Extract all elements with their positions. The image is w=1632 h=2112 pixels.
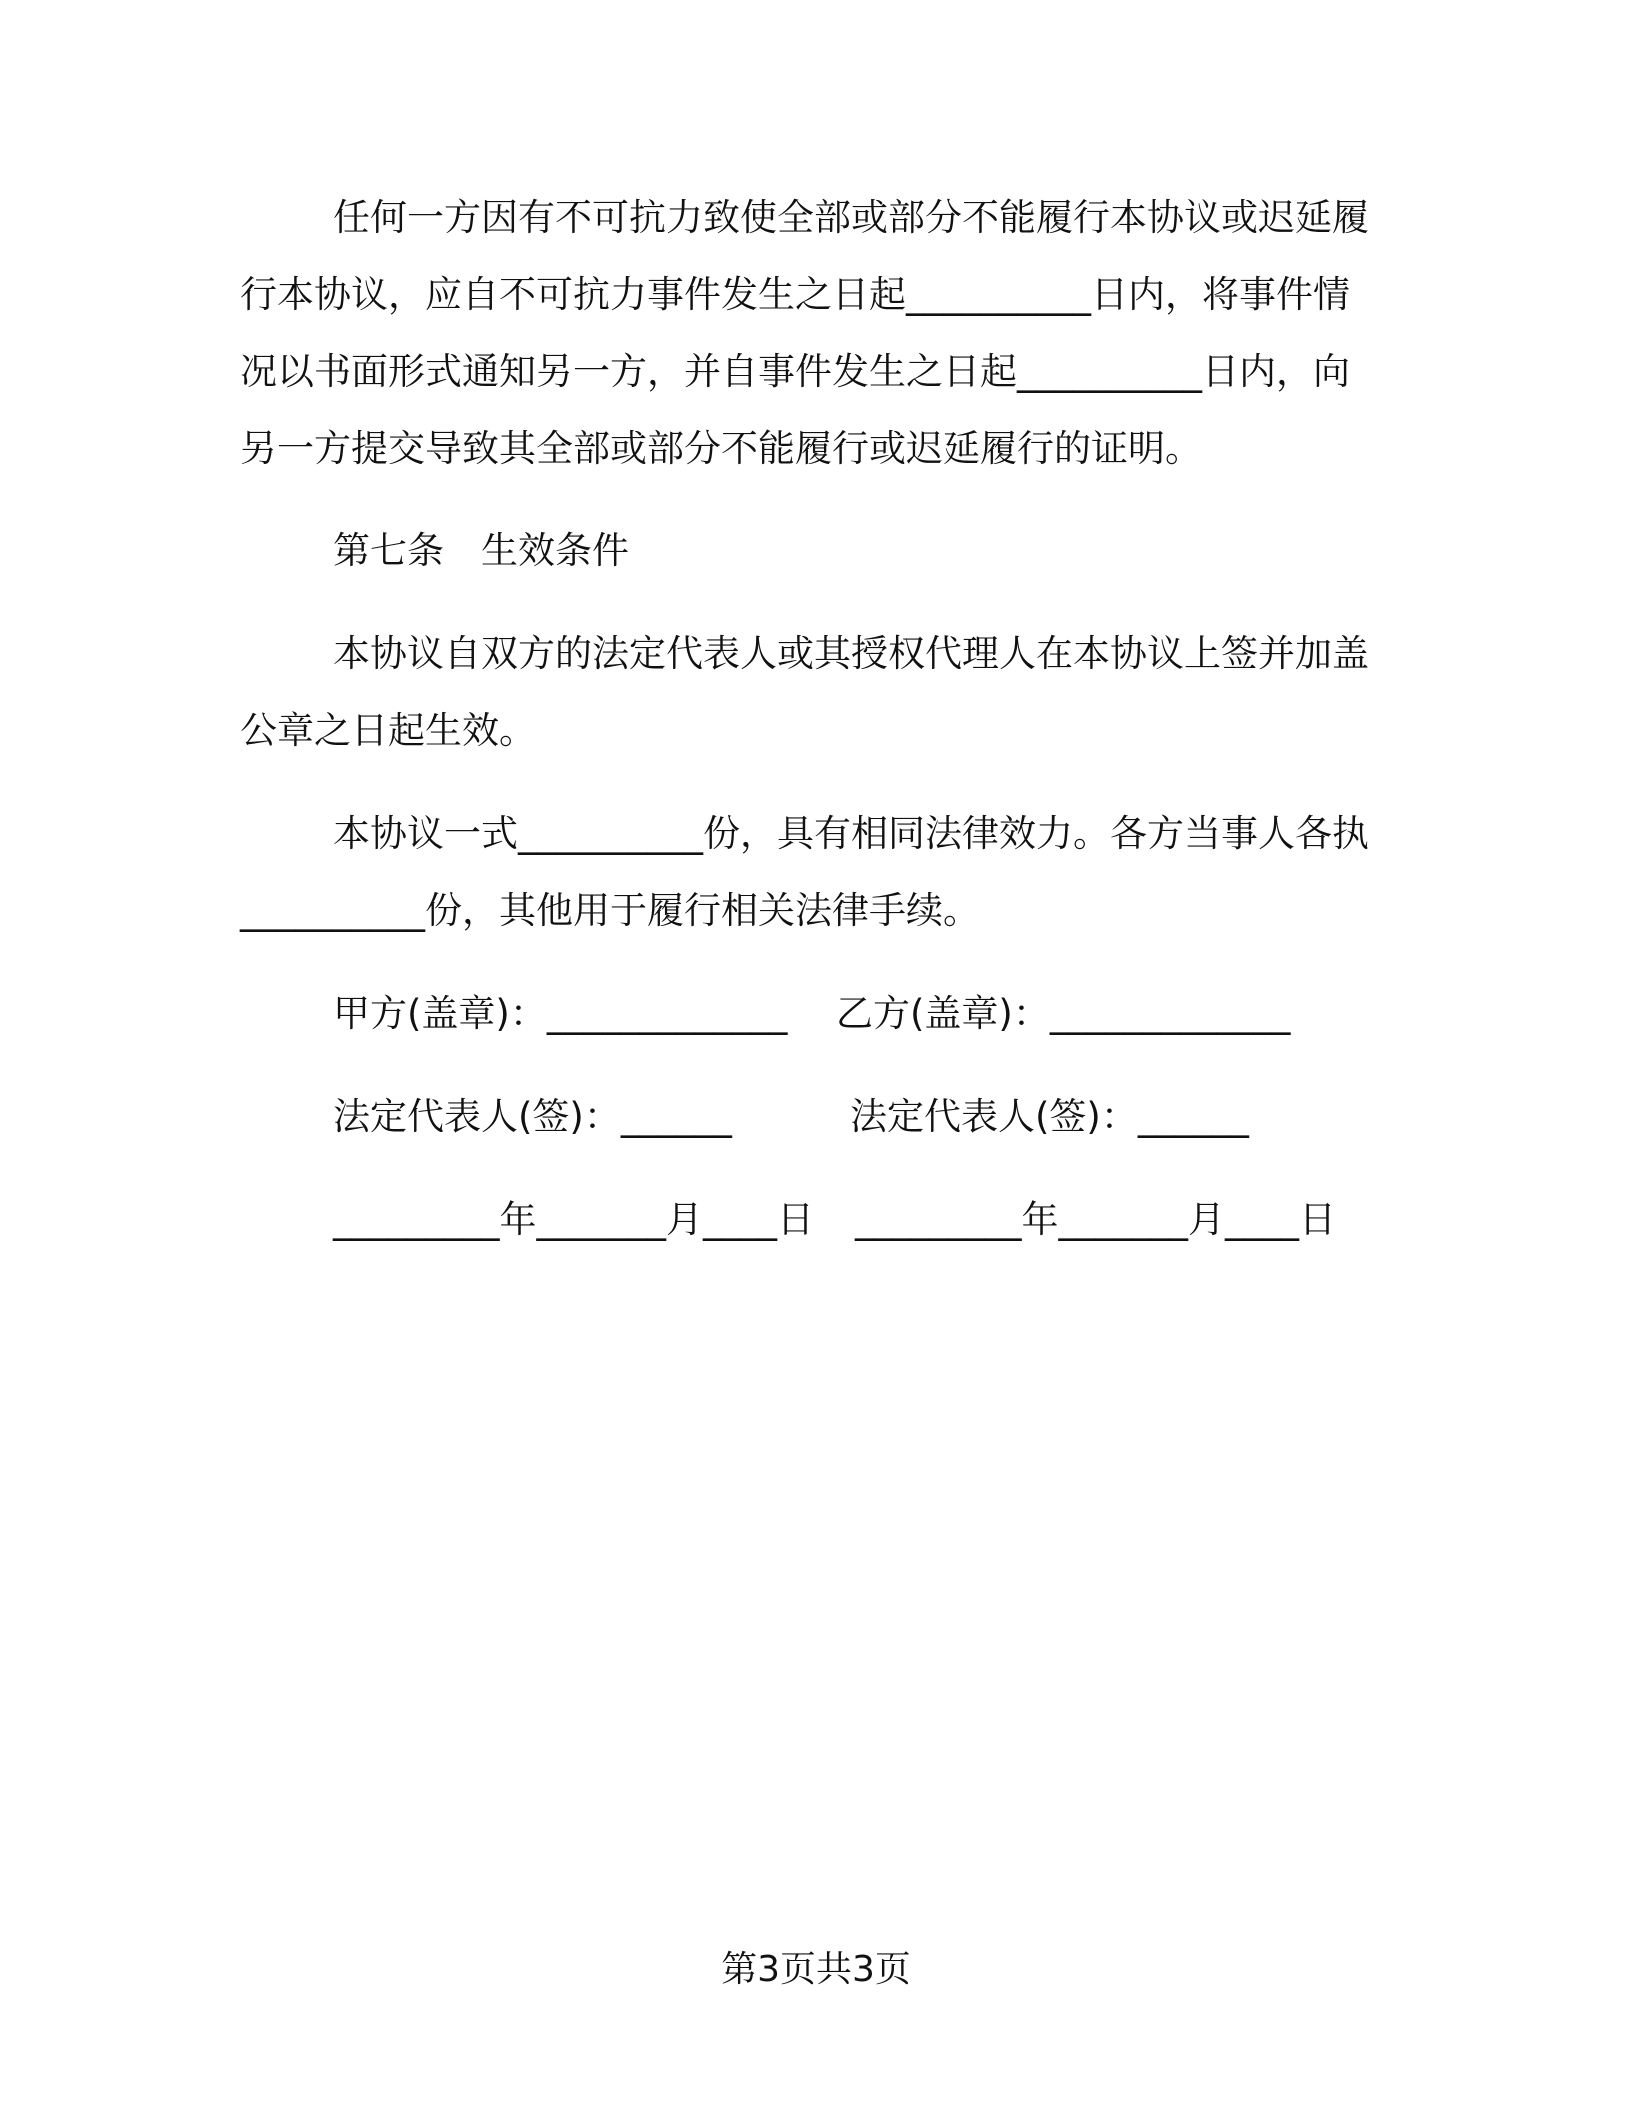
paragraph-copies-line-2: __________份，其他用于履行相关法律手续。 [240, 889, 980, 932]
paragraph-copies-line-1: 本协议一式__________份，具有相同法律效力。各方当事人各执 [333, 812, 1369, 855]
article-7-heading: 第七条 生效条件 [333, 529, 629, 572]
party-a-rep-line: 法定代表人(签)：______ [333, 1095, 732, 1138]
paragraph-force-majeure-line-3: 况以书面形式通知另一方，并自事件发生之日起__________日内，向 [240, 350, 1350, 393]
party-b-date-line: _________年_______月____日 [855, 1198, 1336, 1241]
page-number-footer: 第3页共3页 [721, 1949, 911, 1990]
party-a-date-line: _________年_______月____日 [333, 1198, 814, 1241]
paragraph-effective-line-1: 本协议自双方的法定代表人或其授权代理人在本协议上签并加盖 [333, 632, 1369, 675]
party-a-seal-line: 甲方(盖章)：_____________ [333, 992, 788, 1035]
paragraph-effective-line-2: 公章之日起生效。 [240, 709, 536, 752]
party-b-rep-line: 法定代表人(签)：______ [850, 1095, 1249, 1138]
paragraph-force-majeure-line-2: 行本协议，应自不可抗力事件发生之日起__________日内，将事件情 [240, 273, 1350, 316]
paragraph-force-majeure-line-4: 另一方提交导致其全部或部分不能履行或迟延履行的证明。 [240, 427, 1202, 470]
party-b-seal-line: 乙方(盖章)：_____________ [836, 992, 1291, 1035]
paragraph-force-majeure-line-1: 任何一方因有不可抗力致使全部或部分不能履行本协议或迟延履 [333, 196, 1369, 239]
